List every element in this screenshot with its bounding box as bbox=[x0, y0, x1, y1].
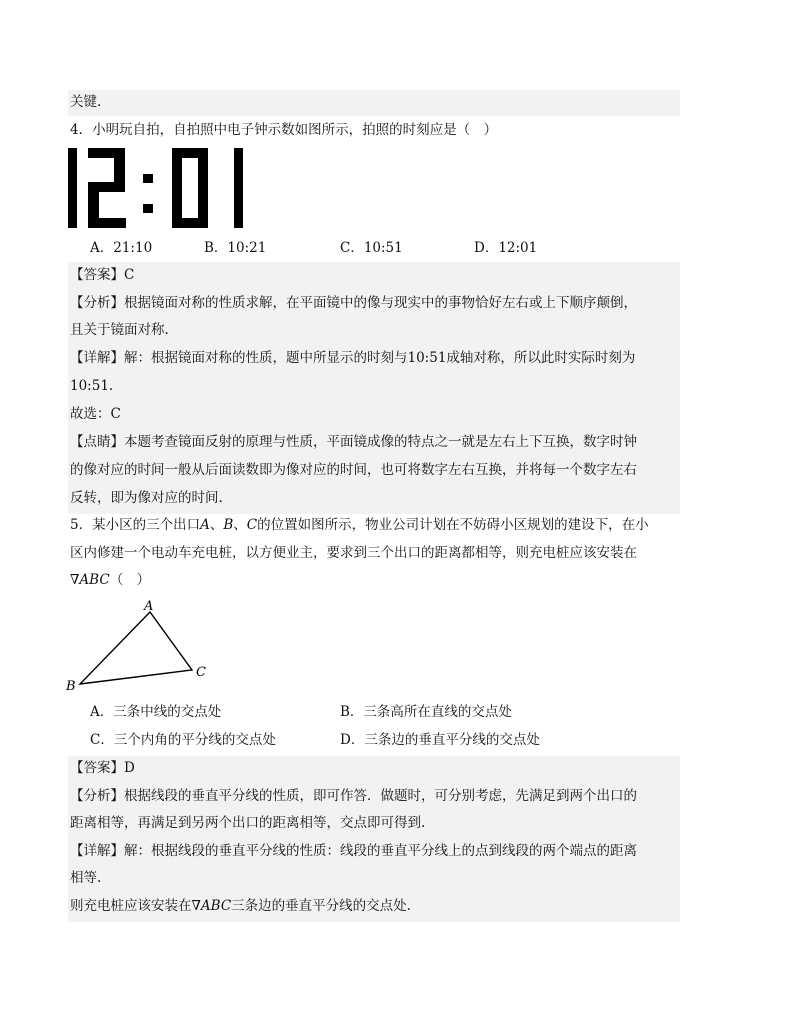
vertex-label-c: C bbox=[196, 665, 206, 680]
triangle-figure bbox=[64, 596, 214, 694]
q4-option-c: C．10:51 bbox=[340, 240, 403, 256]
vertex-label-b: B bbox=[66, 679, 76, 694]
q4-detail-line-1: 【详解】解：根据镜面对称的性质，题中所显示的时刻与10:51成轴对称，所以此时实际时刻为 bbox=[70, 350, 636, 366]
q5-stem-line-1 bbox=[70, 515, 649, 535]
q5-analysis-line-1: 【分析】根据线段的垂直平分线的性质，即可作答．做题时，可分别考虑，先满足到两个出口的 bbox=[70, 788, 637, 804]
q5-answer-blank: （ ） bbox=[109, 572, 151, 588]
q3-tail: 关键. bbox=[70, 94, 102, 110]
q5-answer: 【答案】D bbox=[70, 760, 135, 776]
q4-option-b: B．10:21 bbox=[204, 240, 267, 256]
q5-detail-line-2: 相等. bbox=[70, 870, 102, 886]
q5-exit-c: C bbox=[246, 517, 258, 533]
q5-conclusion-part: 三条边的垂直平分线的交点处. bbox=[231, 898, 411, 914]
q5-option-d: D．三条边的垂直平分线的交点处 bbox=[340, 732, 540, 748]
q4-stem: 4．小明玩自拍，自拍照中电子钟示数如图所示，拍照的时刻应是（ ） bbox=[70, 122, 498, 138]
q4-option-d: D．12:01 bbox=[474, 240, 538, 256]
q5-stem-line-2: 区内修建一个电动车充电桩，以方便业主，要求到三个出口的距离都相等，则充电桩应该安装在 bbox=[70, 545, 637, 561]
q4-answer: 【答案】C bbox=[70, 267, 135, 283]
triangle-abc bbox=[80, 612, 192, 684]
q5-analysis-line-2: 距离相等，再满足到另两个出口的距离相等，交点即可得到. bbox=[70, 815, 426, 831]
q4-comment-line-2: 的像对应的时间一般从后面读数即为像对应的时间，也可将数字左右互换，并将每一个数字左右 bbox=[70, 462, 637, 478]
q4-comment-line-3: 反转，即为像对应的时间. bbox=[70, 490, 223, 506]
q5-conclusion bbox=[70, 896, 411, 916]
q5-stem-part: 5．某小区的三个出口 bbox=[70, 517, 201, 533]
q5-stem-line-3 bbox=[70, 570, 150, 590]
q5-detail-line-1: 【详解】解：根据线段的垂直平分线的性质：线段的垂直平分线上的点到线段的两个端点的距离 bbox=[70, 843, 637, 859]
shade-q3-tail bbox=[68, 90, 680, 116]
q5-exit-b: B bbox=[223, 517, 234, 533]
q5-conclusion-part: 则充电桩应该安装在 bbox=[70, 898, 192, 914]
q4-analysis-line-1: 【分析】根据镜面对称的性质求解，在平面镜中的像与现实中的事物恰好左右或上下顺序颠倒， bbox=[70, 295, 637, 311]
q5-option-b: B．三条高所在直线的交点处 bbox=[340, 704, 512, 720]
q5-option-a: A．三条中线的交点处 bbox=[90, 704, 222, 720]
q5-stem-part: 的位置如图所示，物业公司计划在不妨碍小区规划的建设下，在小 bbox=[257, 517, 649, 533]
q5-stem-sep: 、 bbox=[209, 517, 224, 533]
q5-triangle-symbol: ∇ABC bbox=[70, 572, 110, 588]
q5-exit-a: A bbox=[200, 517, 210, 533]
vertex-label-a: A bbox=[144, 599, 154, 614]
q5-stem-sep: 、 bbox=[233, 517, 247, 533]
digital-clock-figure bbox=[68, 146, 250, 232]
q4-comment-line-1: 【点睛】本题考查镜面反射的原理与性质，平面镜成像的特点之一就是左右上下互换，数字时钟 bbox=[70, 434, 637, 450]
q4-choose: 故选：C bbox=[70, 406, 121, 422]
q4-option-a: A．21:10 bbox=[90, 240, 153, 256]
q5-option-c: C．三个内角的平分线的交点处 bbox=[90, 732, 276, 748]
q4-analysis-line-2: 且关于镜面对称. bbox=[70, 322, 169, 338]
q5-conclusion-triangle: ∇ABC bbox=[191, 898, 232, 914]
q4-detail-line-2: 10:51. bbox=[70, 378, 114, 394]
